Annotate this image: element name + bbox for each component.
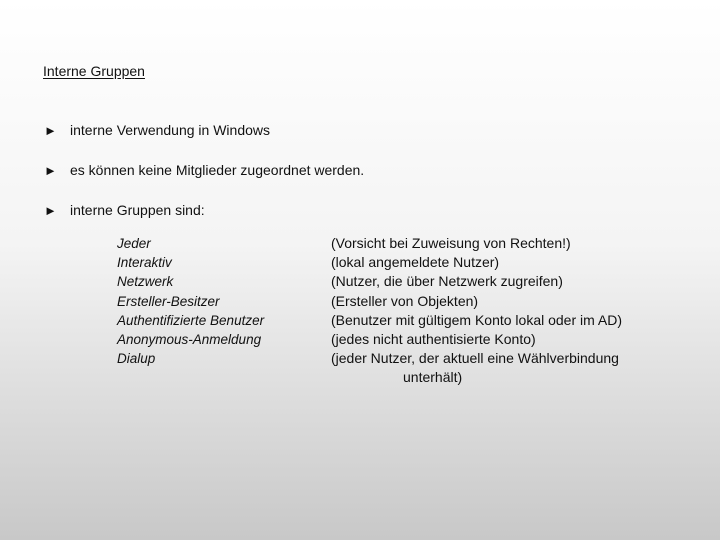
- triangle-bullet-icon: ►: [44, 202, 57, 218]
- bullet-text: interne Verwendung in Windows: [70, 122, 271, 138]
- group-description-continuation: unterhält): [403, 369, 463, 386]
- group-description: (lokal angemeldete Nutzer): [331, 254, 500, 271]
- group-name: Jeder: [117, 236, 151, 251]
- triangle-bullet-icon: ►: [44, 122, 57, 138]
- group-description: (Benutzer mit gültigem Konto lokal oder im AD): [331, 311, 623, 328]
- group-name-list: [117, 234, 264, 368]
- group-description-list: [331, 234, 622, 388]
- slide-title: Interne Gruppen: [43, 63, 145, 79]
- bullet-list: [44, 120, 364, 240]
- group-name: Dialup: [117, 351, 156, 367]
- group-description: (jeder Nutzer, der aktuell eine Wählverbindung: [331, 350, 619, 367]
- bullet-item: [44, 120, 364, 140]
- group-description: (Ersteller von Objekten): [331, 292, 479, 309]
- group-description: (jedes nicht authentisierte Konto): [331, 331, 536, 348]
- group-name: Interaktiv: [117, 255, 172, 271]
- group-name: Netzwerk: [117, 274, 174, 290]
- bullet-item: [44, 160, 364, 180]
- group-description: (Nutzer, die über Netzwerk zugreifen): [331, 273, 563, 290]
- group-description: (Vorsicht bei Zuweisung von Rechten!): [331, 235, 571, 251]
- group-name: Anonymous-Anmeldung: [117, 332, 262, 348]
- bullet-text: es können keine Mitglieder zugeordnet werden.: [70, 162, 365, 178]
- bullet-item: [44, 200, 364, 220]
- triangle-bullet-icon: ►: [44, 162, 57, 178]
- group-name: Ersteller-Besitzer: [117, 293, 220, 309]
- bullet-text: interne Gruppen sind:: [70, 202, 205, 218]
- group-name: Authentifizierte Benutzer: [117, 312, 265, 328]
